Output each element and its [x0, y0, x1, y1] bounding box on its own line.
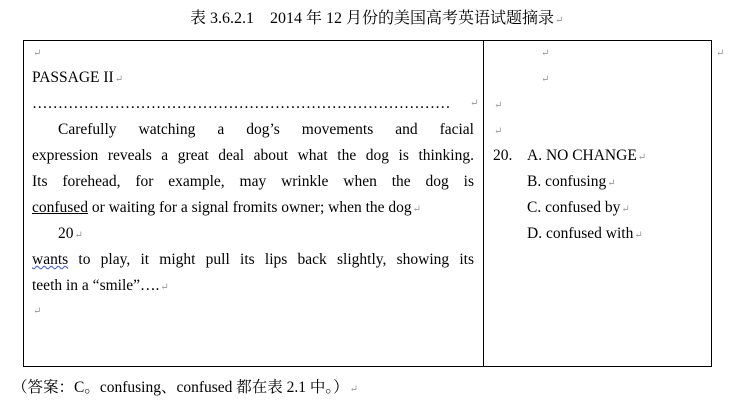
paragraph-mark: ↵	[33, 306, 42, 317]
answer-note: （答案：C。confusing、confused 都在表 2.1 中。）↵	[12, 379, 359, 396]
paragraph-mark: ↵	[33, 48, 42, 59]
passage-ellipsis: ………………………………………………………………………	[32, 95, 451, 112]
paragraph-mark: ↵	[716, 48, 725, 59]
passage-title: PASSAGE II↵	[32, 69, 124, 86]
passage-line: Its forehead, for example, may wrinkle when the dog is	[32, 173, 474, 190]
passage-line: wants to play, it might pull its lips back slightly, showing its	[32, 251, 474, 268]
spellcheck-word: wants	[32, 251, 69, 268]
column-divider	[483, 40, 484, 367]
question-number: 20.	[493, 147, 513, 164]
passage-line: confused or waiting for a signal fromits owner; when the dog↵	[32, 199, 422, 216]
passage-line: teeth in a “smile”….↵	[32, 277, 169, 294]
option-c: C. confused by↵	[527, 199, 630, 216]
paragraph-mark: ↵	[541, 48, 550, 59]
table-caption: 表 3.6.2.1 2014 年 12 月份的美国高考英语试题摘录↵	[190, 10, 564, 27]
question-number-marker: 20↵	[58, 225, 83, 242]
option-a: A. NO CHANGE↵	[527, 147, 647, 164]
paragraph-mark: ↵	[470, 98, 479, 109]
underlined-word: confused	[32, 199, 88, 216]
option-b: B. confusing↵	[527, 173, 616, 190]
paragraph-mark: ↵	[494, 126, 503, 137]
passage-line: Carefully watching a dog’s movements and facial	[58, 121, 474, 138]
paragraph-mark: ↵	[541, 74, 550, 85]
paragraph-mark: ↵	[494, 100, 503, 111]
passage-line: expression reveals a great deal about what the dog is thinking.	[32, 147, 474, 164]
option-d: D. confused with↵	[527, 225, 643, 242]
